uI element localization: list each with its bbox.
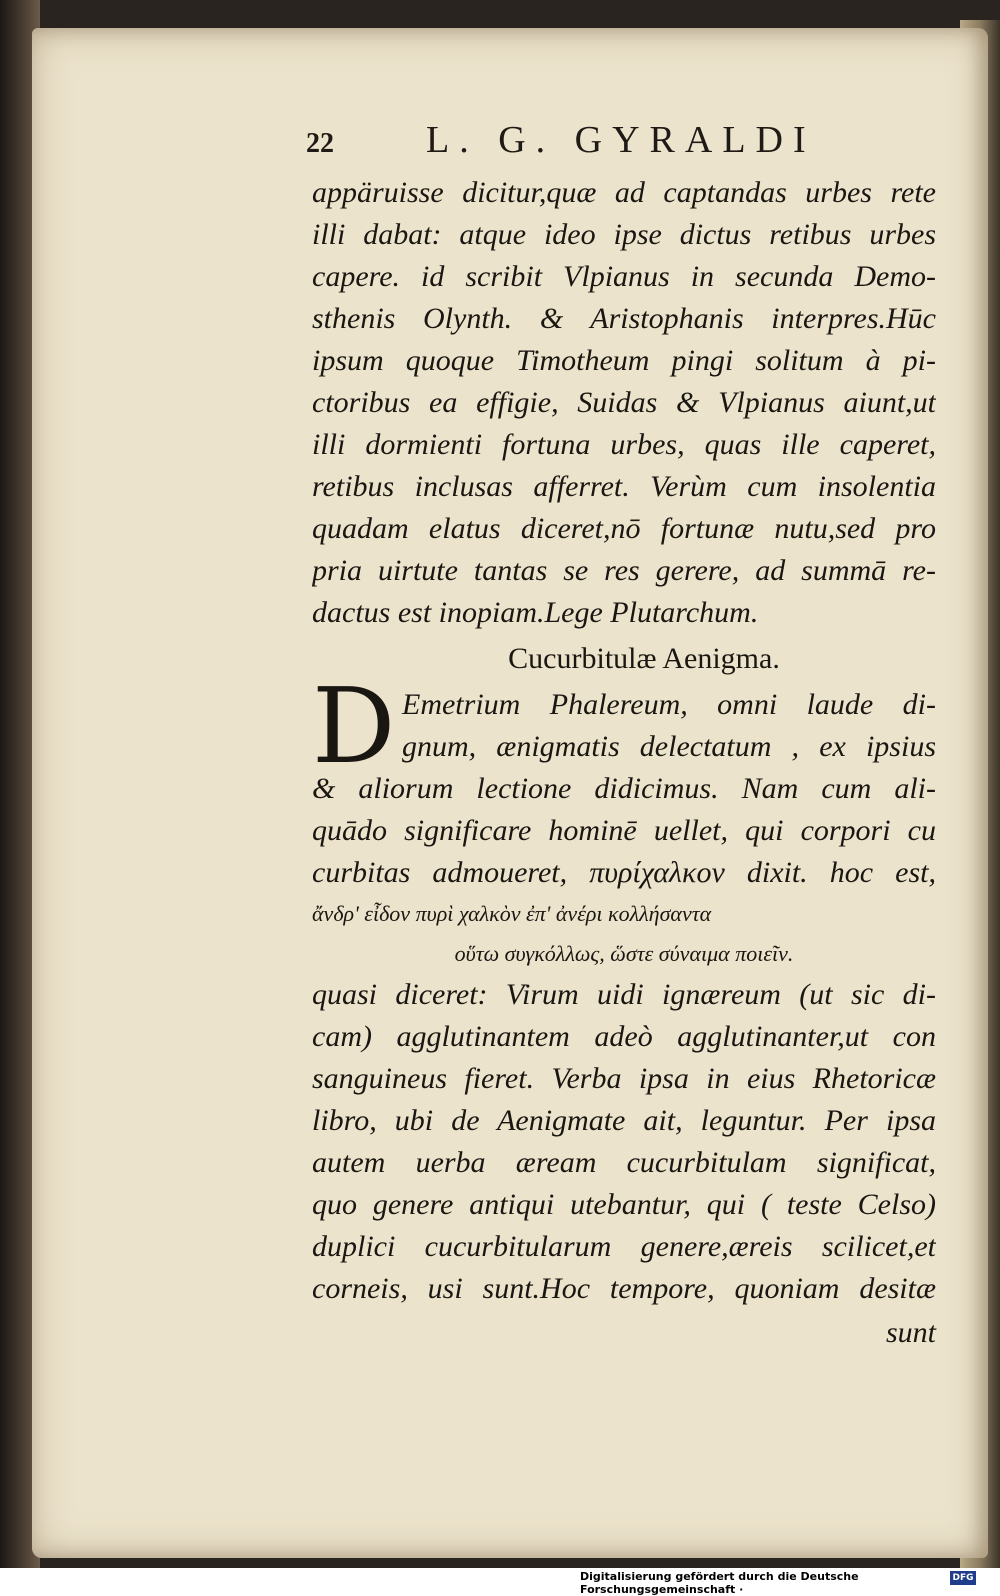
text-line: capere. id scribit Vlpianus in secunda Demo- — [312, 260, 936, 293]
greek-verse-line: ἄνδρ' εἶδον πυρὶ χαλκὸν ἐπ' ἀνέρι κολλήσαντα — [312, 901, 712, 926]
text-line: sthenis Olynth. & Aristophanis interpres.Hūc — [312, 302, 936, 335]
page-number: 22 — [306, 128, 334, 159]
text-line: ipsum quoque Timotheum pingi solitum à pi- — [312, 344, 936, 377]
text-line: illi dabat: atque ideo ipse dictus retibus urbes — [312, 218, 936, 251]
digitization-credit: Digitalisierung gefördert durch die Deutsche Forschungsgemeinschaft · — [580, 1570, 859, 1596]
text-line: quādo significare hominē uellet, qui corpori cu — [312, 814, 936, 847]
text-line: dactus est inopiam.Lege Plutarchum. — [312, 596, 759, 629]
text-line: duplici cucurbitularum genere,æreis scilicet,et — [312, 1230, 936, 1263]
dfg-logo: DFG — [950, 1571, 976, 1585]
drop-cap-initial: D — [312, 665, 396, 787]
initial-block — [312, 665, 936, 787]
text-line: cam) agglutinantem adeò agglutinanter,ut con — [312, 1020, 936, 1053]
text-line: ctoribus ea effigie, Suidas & Vlpianus aiunt,ut — [312, 386, 936, 419]
running-head-title: L. G. GYRALDI — [426, 119, 816, 161]
text-line: sanguineus fieret. Verba ipsa in eius Rhetoricæ — [312, 1062, 936, 1095]
text-line: quasi diceret: Virum uidi ignæreum (ut sic di- — [312, 978, 936, 1011]
greek-verse-line: οὕτω συγκόλλως, ὥστε σύναιμα ποιεῖν. — [454, 941, 794, 966]
text-line: illi dormienti fortuna urbes, quas ille caperet, — [312, 428, 936, 461]
text-line: curbitas admoueret, πυρίχαλκον dixit. hoc est, — [312, 856, 936, 889]
text-line: corneis, usi sunt.Hoc tempore, quoniam desitæ — [312, 1272, 936, 1305]
text-line: retibus inclusas afferret. Verùm cum insolentia — [312, 470, 936, 503]
text-line: Emetrium Phalereum, omni laude di- — [402, 688, 936, 721]
text-line: quadam elatus diceret,nō fortunæ nutu,sed pro — [312, 512, 936, 545]
catchword: sunt — [885, 1316, 936, 1349]
main-text — [312, 172, 936, 1356]
section-heading: Cucurbitulæ Aenigma. — [508, 642, 780, 675]
text-line: & aliorum lectione didicimus. Nam cum ali- — [312, 772, 936, 805]
text-line: libro, ubi de Aenigmate ait, leguntur. Per ipsa — [312, 1104, 936, 1137]
text-line: quo genere antiqui utebantur, qui ( teste Celso) — [312, 1188, 936, 1221]
text-line: pria uirtute tantas se res gerere, ad summā re- — [312, 554, 936, 587]
text-line: gnum, ænigmatis delectatum , ex ipsius — [402, 730, 936, 763]
running-head — [306, 118, 946, 168]
text-line: appäruisse dicitur,quæ ad captandas urbes rete — [312, 176, 936, 209]
text-line: autem uerba æream cucurbitulam significat, — [312, 1146, 936, 1179]
